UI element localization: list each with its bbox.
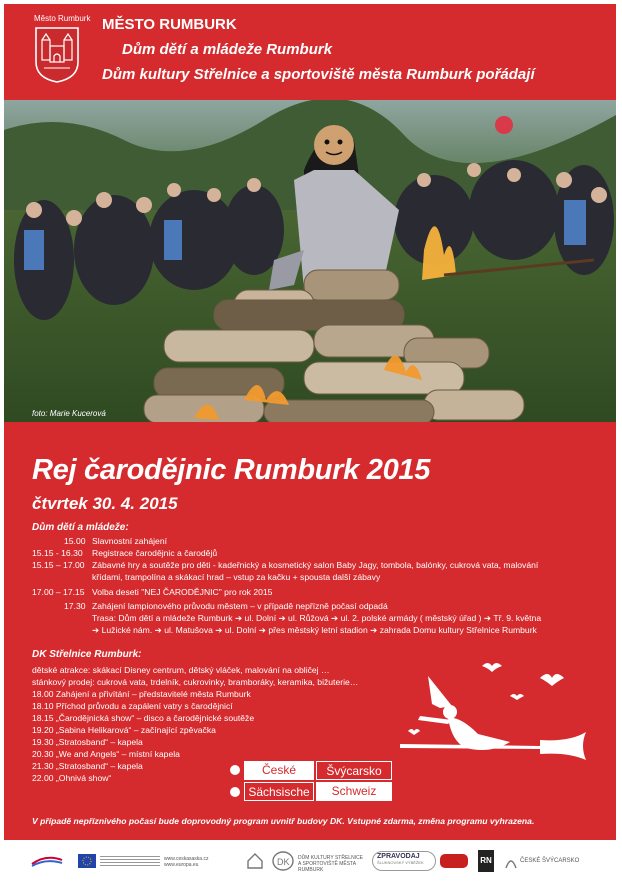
house-logo-icon: [246, 852, 264, 870]
dk-line: 22.00 „Ohnivá show“: [32, 773, 112, 783]
program-time: [32, 571, 92, 583]
program-time: 15.00: [64, 536, 86, 546]
ceske-svycarsko-logo-icon: [504, 852, 518, 870]
event-date: čtvrtek 30. 4. 2015: [32, 494, 178, 513]
program-text: Zábavné hry a soutěže pro děti - kadeřnický a kosmetický salon Baby Jagy, tombola, balónky, cukrová vata, malování: [92, 560, 539, 570]
poster: [4, 4, 616, 840]
city-label: Město Rumburk: [34, 14, 91, 23]
dk-heading: DK Střelnice Rumburk:: [32, 649, 142, 660]
dk-line: 18.15 „Čarodějnická show“ – disco a čarodějnické soutěže: [32, 713, 255, 723]
program-text: Registrace čarodějnic a čarodějů: [92, 548, 218, 558]
program-text: Volba deseti "NEJ ČARODĚJNIC" pro rok 2015: [92, 587, 273, 597]
swoosh-logo-icon: [30, 854, 64, 868]
dk-line: 21.30 „Stratosband“ – kapela: [32, 761, 143, 771]
bonfire-photo: [4, 100, 616, 422]
dk-logo-icon: [272, 851, 294, 871]
program-text: Trasa: Dům dětí a mládeže Rumburk ➔ ul. Dolní ➔ ul. Růžová ➔ ul. 2. polské armády ( městský úřad ) ➔ Tř. 9. května: [92, 613, 542, 623]
badge-de-2: Schweiz: [316, 782, 392, 801]
dk-logo-text: DŮM KULTURY STŘELNICE A SPORTOVIŠTĚ MĚSTA RUMBURK: [298, 855, 364, 873]
dk-line: 20.30 „We and Angels“ – místní kapela: [32, 749, 180, 759]
badge-dot: [230, 765, 240, 775]
program-time: 15.15 - 16.30: [32, 548, 83, 558]
dk-line: 19.20 „Sabina Helikarová“ – začínající zpěvačka: [32, 725, 216, 735]
photo-credit: foto: Marie Kucerová: [32, 409, 106, 418]
dk-line: 19.30 „Stratosband“ – kapela: [32, 737, 143, 747]
program-text: ➔ Lužické nám. ➔ ul. Matušova ➔ ul. Dolní ➔ přes městský letní stadion ➔ zahrada Domu kultury Střelnice Rumburk: [92, 625, 537, 635]
sponsor-logos: [0, 842, 622, 881]
program-time: 15.15 – 17.00: [32, 560, 85, 570]
program-time: [32, 624, 92, 636]
program-row: [32, 600, 592, 612]
city-crest-icon: [34, 26, 80, 84]
eu-flag-icon: [78, 854, 96, 868]
badge-cz-2: Švýcarsko: [316, 761, 392, 780]
program-row: [32, 586, 592, 598]
program-text: křídami, trampolína a skákací hrad – vstup za kačku + spousta další zábavy: [92, 572, 381, 582]
ceske-svycarsko-logo-text: ČESKÉ ŠVÝCARSKO: [520, 858, 580, 864]
program-row: [32, 624, 592, 636]
organizer-line-1: MĚSTO RUMBURK: [102, 16, 237, 33]
program-row: [32, 547, 592, 559]
poster-header: [4, 4, 616, 100]
witch-on-broom-icon: [390, 656, 590, 776]
program-row: [32, 612, 592, 624]
organizer-line-2: Dům dětí a mládeže Rumburk: [122, 41, 333, 58]
program-text: Zahájení lampionového průvodu městem – v případě nepřízně počasí odpadá: [92, 601, 388, 611]
program-time: 17.30: [64, 601, 86, 611]
sponsor-web: www.ceskasaska.cz www.europa.eu: [164, 856, 209, 868]
ceske-svycarsko-badge: [230, 761, 392, 801]
zpravodaj-title: ZPRAVODAJ: [377, 853, 420, 860]
program-row: [32, 571, 592, 583]
event-title: Rej čarodějnic Rumburk 2015: [32, 454, 431, 486]
badge-dot: [230, 787, 240, 797]
dk-line: 18.00 Zahájení a přivítání – představitelé města Rumburk: [32, 689, 251, 699]
eu-text-block-icon: [100, 856, 160, 868]
program-time: [32, 612, 92, 624]
rn-logo: RN: [478, 850, 494, 872]
ddm-heading: Dům dětí a mládeže:: [32, 522, 129, 533]
program-row: [32, 535, 592, 547]
bonfire-photo-image: [4, 100, 616, 422]
ddm-program: [32, 535, 592, 636]
badge-de-1: Sächsische: [244, 782, 314, 801]
red-oval-logo-icon: [440, 854, 468, 868]
dk-line: stánkový prodej: cukrová vata, trdelník, cukrovinky, bramboráky, keramika, bižuterie…: [32, 677, 359, 687]
dk-line: dětské atrakce: skákací Disney centrum, dětský vláček, malování na obličej …: [32, 665, 330, 675]
dk-line: 18.10 Příchod průvodu a zapálení vatry s čarodějnicí: [32, 701, 233, 711]
organizer-line-3: Dům kultury Střelnice a sportoviště města Rumburk pořádají: [102, 66, 535, 83]
svg-text:DK: DK: [277, 857, 290, 867]
zpravodaj-subtitle: ŠLUKNOVSKÝ VÝBĚŽEK: [377, 860, 424, 865]
zpravodaj-logo: [372, 851, 436, 871]
program-time: 17.00 – 17.15: [32, 587, 85, 597]
footer-note: V případě nepříznivého počasí bude doprovodný program uvnitř budovy DK. Vstupné zdarma, změna programu vyhrazena.: [32, 816, 535, 826]
program-text: Slavnostní zahájení: [92, 536, 168, 546]
program-row: [32, 559, 592, 571]
badge-cz-1: České: [244, 761, 314, 780]
